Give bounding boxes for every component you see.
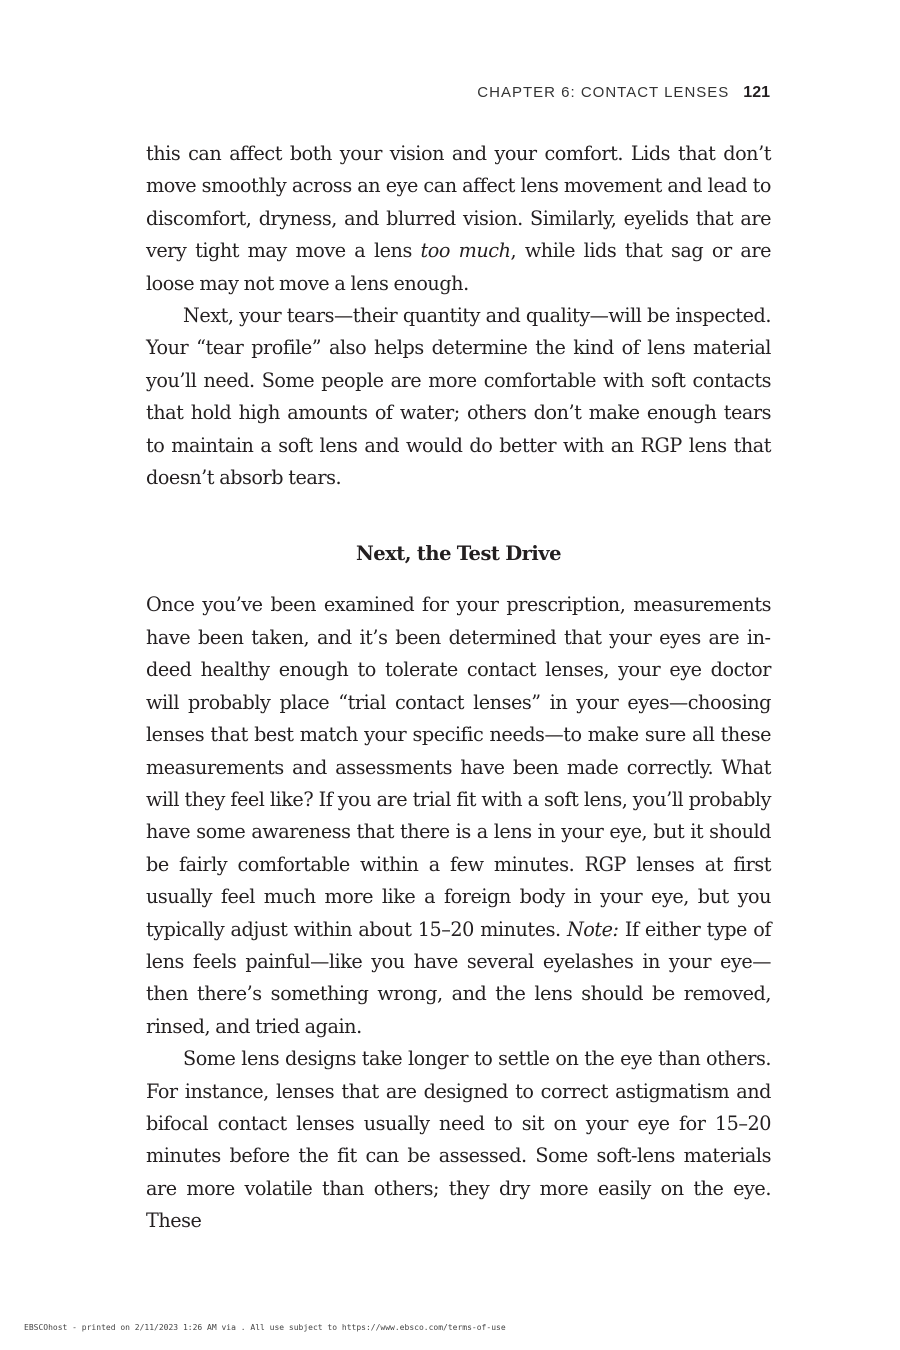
paragraph-tears: Next, your tears—their quantity and quality—will be inspected. Your “tear profile” also helps determine the kind of lens material you’ll need. Some people are more comfortable with soft contacts that hold high amounts of water; others don’t make enough tears to maintain a soft lens and would do better with an RGP lens that doesn’t absorb tears.	[146, 304, 771, 490]
paragraph-lids	[146, 138, 771, 300]
chapter-title: CHAPTER 6: CONTACT LENSES	[477, 84, 730, 101]
print-footer: EBSCOhost - printed on 2/11/2023 1:26 AM via . All use subject to https://www.ebsco.com/terms-of-use	[24, 1323, 506, 1332]
page-number: 121	[743, 84, 770, 101]
running-header	[477, 84, 770, 102]
note-label: Note:	[566, 917, 619, 941]
paragraph-trial-lenses	[146, 589, 771, 1043]
paragraph-lens-designs: Some lens designs take longer to settle on the eye than others. For instance, lenses that are designed to correct astigmatism and bifocal contact lenses usually need to sit on your eye for 15–20 minutes before the fit can be assessed. Some soft-lens materials are more volatile than others; they dry more easily on the eye. These	[146, 1047, 771, 1233]
paragraph-lids-text-b: , while lids that sag or are loose may not move a lens enough.	[146, 239, 772, 295]
paragraph-trial-text-b: If either type of lens feels painful—like you have several eyelashes in your eye—then there’s something wrong, and the lens should be removed, rinsed, and tried again.	[146, 917, 771, 1038]
body-text	[146, 138, 771, 1238]
emphasis-too-much: too much	[420, 239, 511, 263]
section-heading: Next, the Test Drive	[355, 542, 562, 566]
paragraph-trial-text-a: Once you’ve been examined for your prescription, measurements have been taken, and it’s been determined that your eyes are indeed healthy enough to tolerate contact lenses, your eye doctor will probably place “trial contact lenses” in your eyes—choosing lenses that best match your specific needs—to make sure all these measurements and assessments have been made correctly. What will they feel like? If you are trial fit with a soft lens, you’ll probably have some awareness that there is a lens in your eye, but it should be fairly comfortable within a few minutes. RGP lenses at first usually feel much more like a foreign body in your eye, but you typically adjust within about 15–20 minutes.	[146, 593, 771, 941]
paragraph-lids-text-a: this can affect both your vision and your comfort. Lids that don’t move smoothly across an eye can affect lens movement and lead to discomfort, dryness, and blurred vision. Similarly, eyelids that are very tight may move a lens	[146, 142, 771, 263]
